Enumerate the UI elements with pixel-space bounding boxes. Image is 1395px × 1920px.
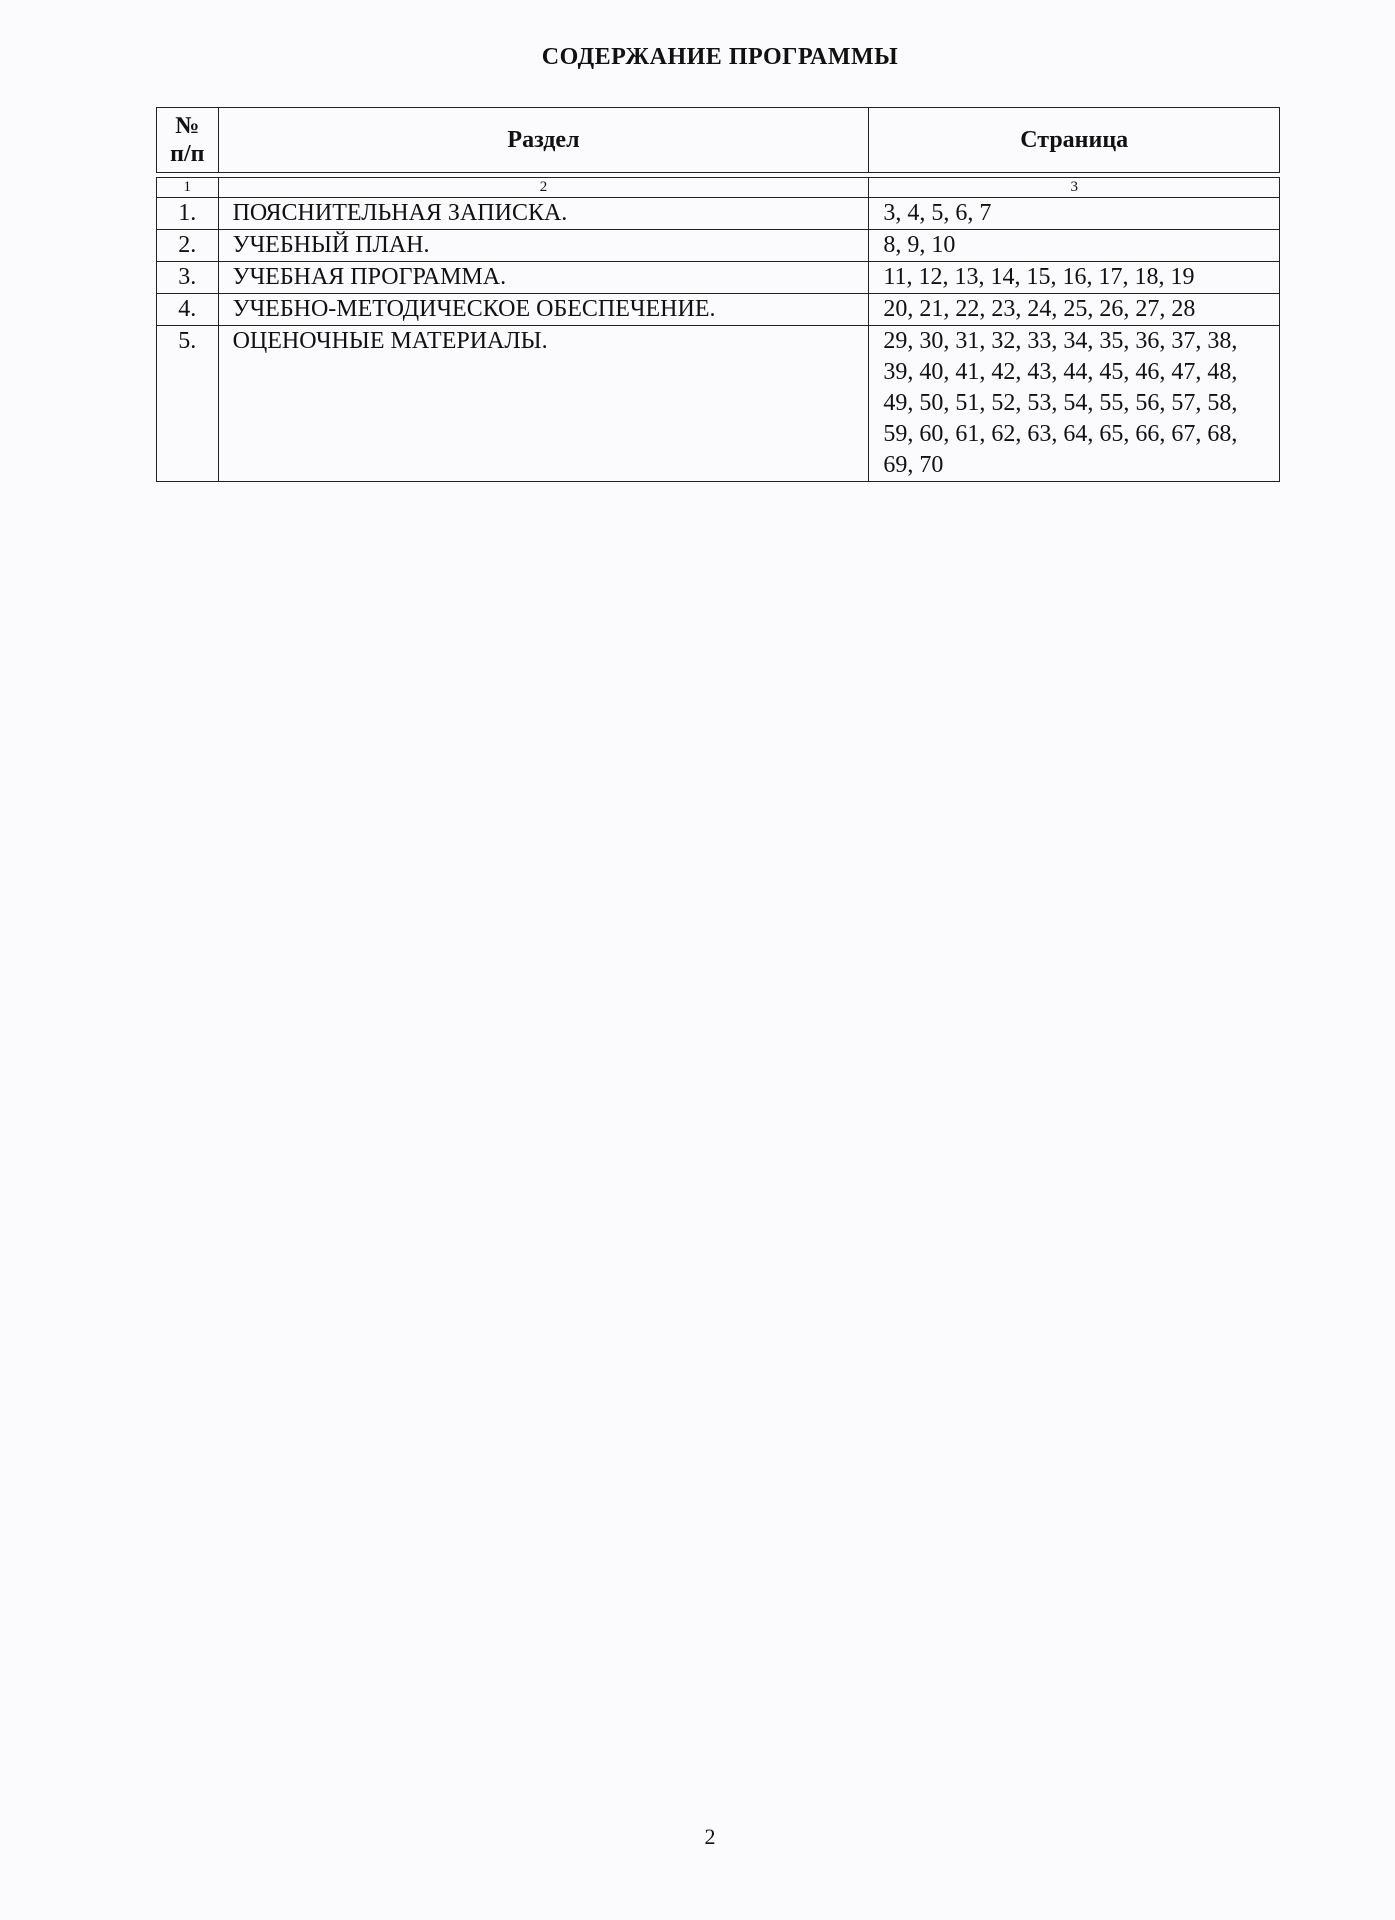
header-cell-number bbox=[157, 108, 219, 173]
row-number: 4. bbox=[157, 294, 219, 326]
contents-table bbox=[156, 177, 1280, 482]
row-number: 2. bbox=[157, 230, 219, 262]
row-number: 5. bbox=[157, 326, 219, 482]
row-pages: 3, 4, 5, 6, 7 bbox=[869, 198, 1280, 230]
page-title: СОДЕРЖАНИЕ ПРОГРАММЫ bbox=[541, 44, 899, 70]
table-row bbox=[157, 326, 1280, 482]
header-row bbox=[157, 108, 1280, 173]
row-pages: 8, 9, 10 bbox=[869, 230, 1280, 262]
table-row bbox=[157, 198, 1280, 230]
row-pages: 20, 21, 22, 23, 24, 25, 26, 27, 28 bbox=[869, 294, 1280, 326]
table-row bbox=[157, 294, 1280, 326]
row-number: 1. bbox=[157, 198, 219, 230]
row-section: ОЦЕНОЧНЫЕ МАТЕРИАЛЫ. bbox=[218, 326, 869, 482]
column-number-cell: 3 bbox=[869, 178, 1280, 198]
header-cell-pages: Страница bbox=[869, 108, 1280, 173]
page-number: 2 bbox=[704, 1824, 716, 1849]
header-number-symbol: № bbox=[175, 113, 200, 139]
header-number-label: п/п bbox=[170, 141, 205, 167]
row-pages: 29, 30, 31, 32, 33, 34, 35, 36, 37, 38, 39, 40, 41, 42, 43, 44, 45, 46, 47, 48, 49, 50, 51, 52, 53, 54, 55, 56, 57, 58, 59, 60, 61, 62, 63, 64, 65, 66, 67, 68, 69, 70 bbox=[869, 326, 1280, 482]
column-number-row bbox=[157, 178, 1280, 198]
column-number-cell: 2 bbox=[218, 178, 869, 198]
table-row bbox=[157, 230, 1280, 262]
row-section: ПОЯСНИТЕЛЬНАЯ ЗАПИСКА. bbox=[218, 198, 869, 230]
contents-table-header bbox=[156, 107, 1280, 173]
row-pages: 11, 12, 13, 14, 15, 16, 17, 18, 19 bbox=[869, 262, 1280, 294]
header-cell-section: Раздел bbox=[218, 108, 869, 173]
table-row bbox=[157, 262, 1280, 294]
row-number: 3. bbox=[157, 262, 219, 294]
column-number-cell: 1 bbox=[157, 178, 219, 198]
row-section: УЧЕБНО-МЕТОДИЧЕСКОЕ ОБЕСПЕЧЕНИЕ. bbox=[218, 294, 869, 326]
row-section: УЧЕБНАЯ ПРОГРАММА. bbox=[218, 262, 869, 294]
row-section: УЧЕБНЫЙ ПЛАН. bbox=[218, 230, 869, 262]
